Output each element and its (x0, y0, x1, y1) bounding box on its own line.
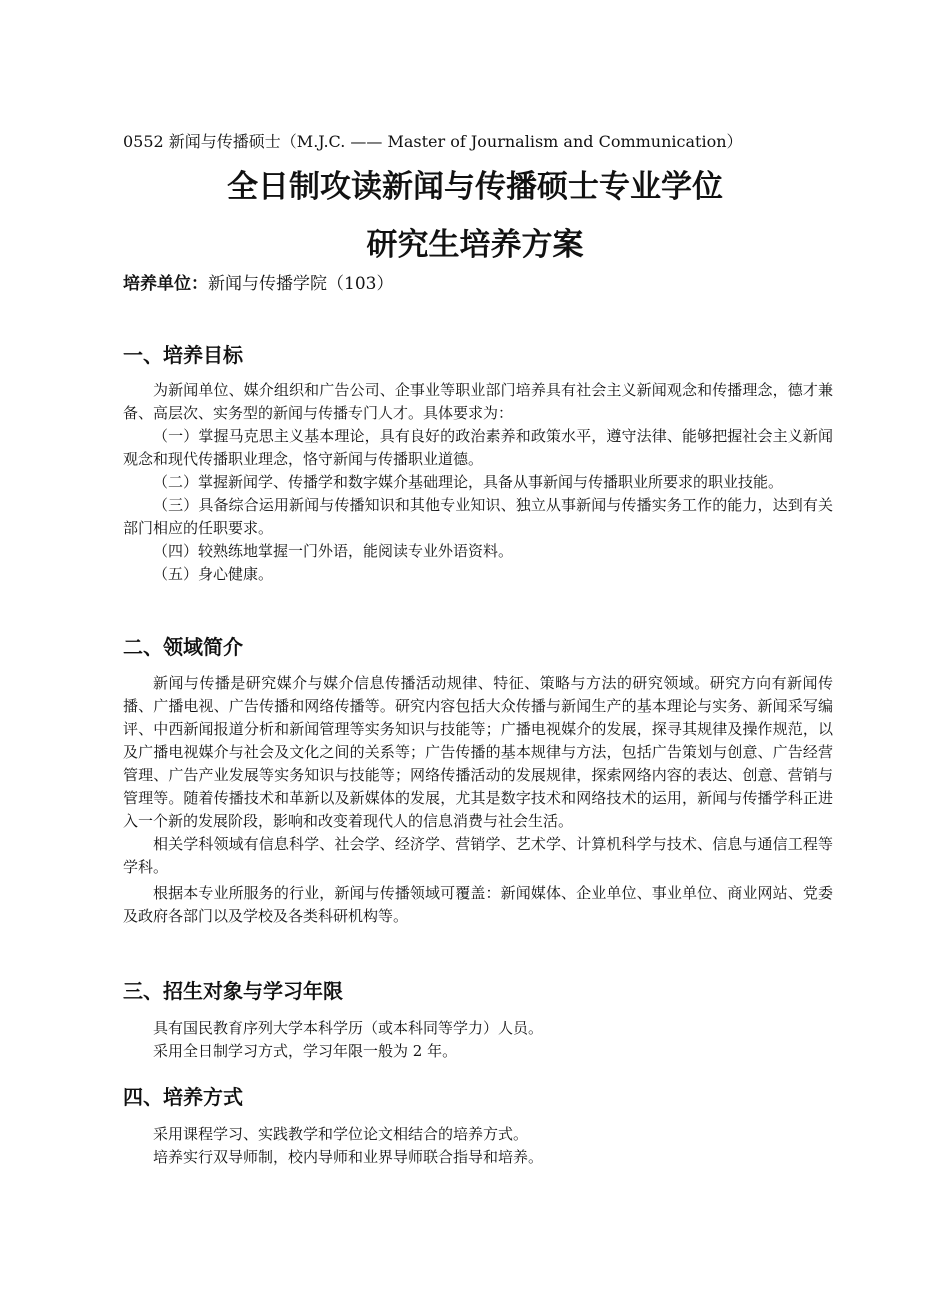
section-body-admission (123, 1017, 833, 1063)
paragraph: （五）身心健康。 (153, 565, 274, 583)
paragraph: （三）具备综合运用新闻与传播知识和其他专业知识、独立从事新闻与传播实务工作的能力，达到有关部门相应的任职要求。 (123, 496, 833, 537)
paragraph: 新闻与传播是研究媒介与媒介信息传播活动规律、特征、策略与方法的研究领域。研究方向有新闻传播、广播电视、广告传播和网络传播等。研究内容包括大众传播与新闻生产的基本理论与实务、新闻采写编评、中西新闻报道分析和新闻管理等实务知识与技能等；广播电视媒介的发展，探寻其规律及操作规范，以及广播电视媒介与社会及文化之间的关系等；广告传播的基本规律与方法，包括广告策划与创意、广告经营管理、广告产业发展等实务知识与技能等；网络传播活动的发展规律，探索网络内容的表达、创意、营销与管理等。随着传播技术和革新以及新媒体的发展，尤其是数字技术和网络技术的运用，新闻与传播学科正进入一个新的发展阶段，影响和改变着现代人的信息消费与社会生活。 (123, 674, 833, 830)
training-unit-label: 培养单位： (123, 274, 208, 294)
paragraph: 具有国民教育序列大学本科学历（或本科同等学力）人员。 (153, 1019, 544, 1037)
paragraph: （二）掌握新闻学、传播学和数字媒介基础理论，具备从事新闻与传播职业所要求的职业技能。 (153, 473, 784, 491)
training-unit-line (123, 272, 393, 296)
paragraph: 采用课程学习、实践教学和学位论文相结合的培养方式。 (153, 1125, 529, 1143)
paragraph: 培养实行双导师制，校内导师和业界导师联合指导和培养。 (153, 1148, 544, 1166)
section-heading-objectives: 一、培养目标 (123, 343, 243, 367)
paragraph: 相关学科领域有信息科学、社会学、经济学、营销学、艺术学、计算机科学与技术、信息与通信工程等学科。 (123, 835, 833, 876)
document-title-line-1: 全日制攻读新闻与传播硕士专业学位 (227, 169, 723, 205)
training-unit-value: 新闻与传播学院（103） (208, 274, 394, 294)
paragraph: （一）掌握马克思主义基本理论，具有良好的政治素养和政策水平，遵守法律、能够把握社会主义新闻观念和现代传播职业理念，恪守新闻与传播职业道德。 (123, 427, 833, 468)
section-heading-field-intro: 二、领域简介 (123, 635, 243, 659)
paragraph: 采用全日制学习方式，学习年限一般为 2 年。 (153, 1042, 458, 1060)
section-body-field-intro (123, 672, 833, 928)
section-body-objectives (123, 379, 833, 586)
document-title-line-2: 研究生培养方案 (366, 227, 584, 263)
section-heading-training-mode: 四、培养方式 (123, 1085, 243, 1109)
paragraph: 为新闻单位、媒介组织和广告公司、企事业等职业部门培养具有社会主义新闻观念和传播理念，德才兼备、高层次、实务型的新闻与传播专门人才。具体要求为： (123, 381, 833, 422)
program-code-line: 0552 新闻与传播硕士（M.J.C. —— Master of Journalism and Communication） (123, 132, 743, 151)
paragraph: 根据本专业所服务的行业，新闻与传播领域可覆盖：新闻媒体、企业单位、事业单位、商业网站、党委及政府各部门以及学校及各类科研机构等。 (123, 884, 833, 925)
section-body-training-mode (123, 1123, 833, 1169)
paragraph: （四）较熟练地掌握一门外语，能阅读专业外语资料。 (153, 542, 514, 560)
section-heading-admission: 三、招生对象与学习年限 (123, 979, 343, 1003)
